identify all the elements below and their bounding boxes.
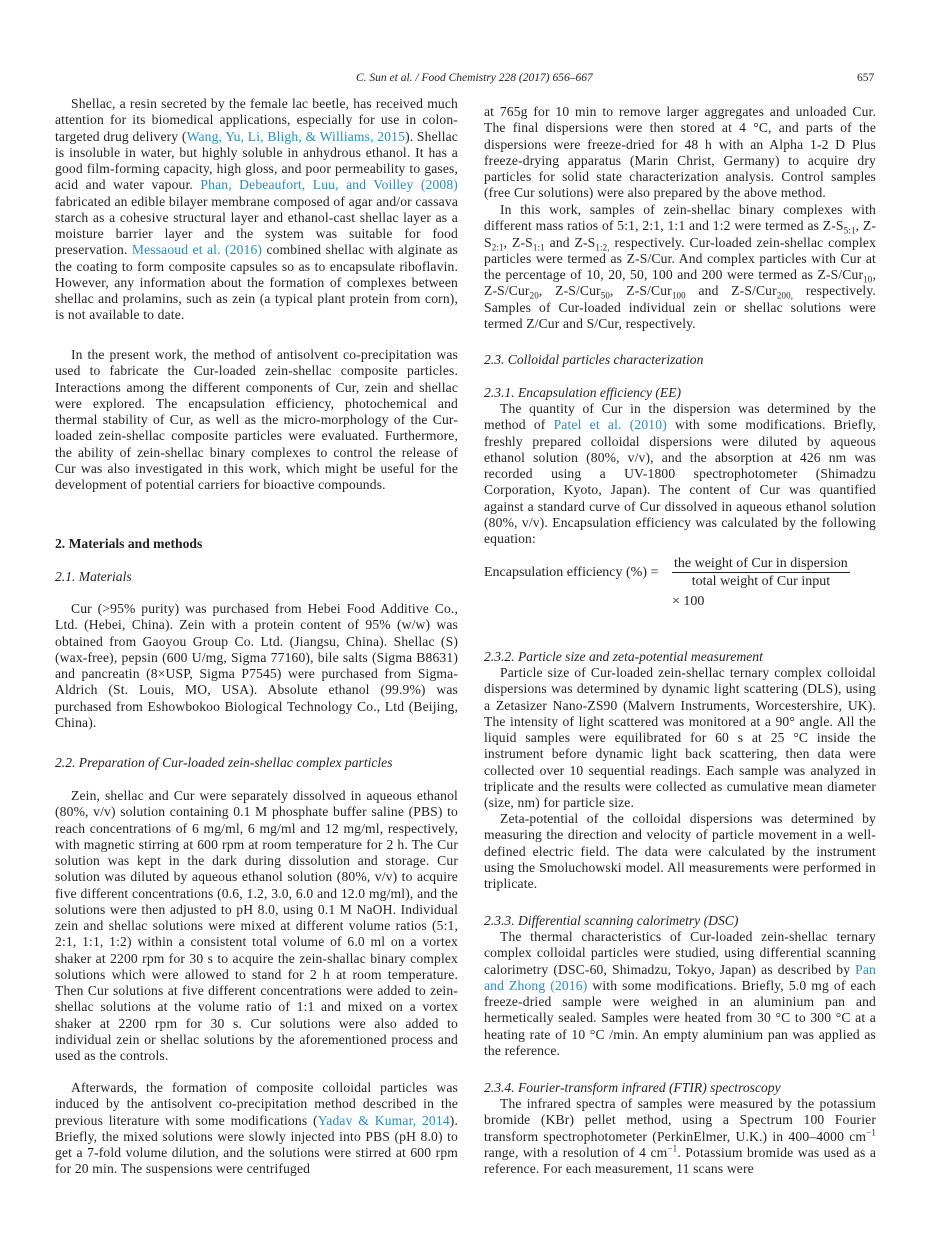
text-run: combined shellac with alginate as the coating to form composite capsules so as to encapsulate riboflavin. However, any information about the formation of complexes between shellac and prolamins, such as zein (a typical plant protein from corn), is not available to date. — [55, 242, 458, 323]
equation-denominator: total weight of Cur input — [691, 574, 831, 589]
paragraph-text — [484, 1096, 876, 1177]
paragraph-text — [55, 1080, 458, 1178]
paragraph — [484, 401, 876, 547]
paragraph-text — [55, 96, 458, 324]
paragraph — [55, 96, 458, 324]
subsection-heading: 2.3.3. Differential scanning calorimetry (DSC) — [484, 913, 739, 928]
text-run: Zeta-potential of the colloidal dispersions was determined by measuring the direction and velocity of particle movement in a well-defined electric field. The data were calculated by the instrument using the Smoluchowski model. All measurements were performed in triplicate. — [484, 811, 876, 891]
paragraph — [484, 665, 876, 811]
text-run: The thermal characteristics of Cur-loaded zein-shellac ternary complex colloidal particles were studied, using differential scanning calorimetry (DSC-60, Shimadzu, Tokyo, Japan) as described by — [484, 929, 876, 977]
text-run: In the present work, the method of antisolvent co-precipitation was used to fabricate the Cur-loaded zein-shellac composite particles. Interactions among the different components of Cur, zein and shellac were explored. The encapsulation efficiency, photochemical and thermal stability of Cur, as well as the micro-morphology of the Cur-loaded zein-shellac composite particles were evaluated. Furthermore, the ability of zein-shellac binary complexes to control the release of Cur was also investigated in this work, which might be useful for the development of potential carriers for bioactive compounds. — [55, 347, 458, 492]
paragraph-text — [484, 401, 876, 547]
text-run: respectively. Samples of Cur-loaded individual zein or shellac solutions were termed Z/Cur and S/Cur, respectively. — [484, 283, 876, 331]
citation-link[interactable]: Pan and Zhong (2016) — [484, 961, 876, 993]
equation-multiplier: × 100 — [672, 594, 705, 609]
subscript: 2:1 — [491, 242, 504, 253]
paragraph-text — [55, 601, 458, 731]
paragraph — [55, 347, 458, 493]
text-run: Shellac, a resin secreted by the female lac beetle, has received much attention for its biomedical applications, especially for use in colon-targeted drug delivery ( — [55, 96, 458, 144]
text-run: . Potassium bromide was used as a reference. For each measurement, 11 scans were — [484, 1144, 876, 1176]
citation-link[interactable]: Phan, Debeaufort, Luu, and Voilley (2008) — [200, 177, 458, 193]
text-run: The quantity of Cur in the dispersion was determined by the method of — [484, 401, 876, 433]
paragraph — [55, 601, 458, 731]
paragraph — [484, 202, 876, 332]
text-run: The infrared spectra of samples were measured by the potassium bromide (KBr) pellet method, using a Spectrum 100 Fourier transform spectrophotometer (PerkinElmer, U.K.) in 400–4000 cm — [484, 1096, 876, 1144]
subsection-heading: 2.3.4. Fourier-transform infrared (FTIR) spectroscopy — [484, 1080, 781, 1095]
supscript: −1 — [866, 1126, 876, 1137]
paragraph — [484, 104, 876, 202]
equation-label: Encapsulation efficiency (%) = — [484, 565, 659, 580]
paragraph-text — [484, 929, 876, 1059]
paragraph-text — [484, 104, 876, 202]
text-run: with some modifications. Briefly, freshly prepared colloidal dispersions were diluted by aqueous ethanol solution (80%, v/v), and the absorption at 426 nm was recorded using a UV-1800 spectrophotometer (Shimadzu Corporation, Kyoto, Japan). The content of Cur was quantified against a standard curve of Cur dissolved in aqueous ethanol solution (80%, v/v). Encapsulation efficiency was calculated by the following equation: — [484, 417, 876, 546]
text-run: Particle size of Cur-loaded zein-shellac ternary complex colloidal dispersions was determined by dynamic light scattering (DLS), using a Zetasizer Nano-ZS90 (Malvern Instruments, Worcestershire, UK). The intensity of light scattered was monitored at a 90° angle. All the liquid samples were equilibrated for 60 s at 25 °C inside the instrument before dynamic light back scattering, then data were collected over 10 sequential readings. Each sample was analyzed in triplicate and the results were collected as cumulative mean diameter (size, nm) for particle size. — [484, 665, 876, 810]
paragraph-text — [484, 202, 876, 332]
text-run: respectively. Cur-loaded zein-shellac complex particles were termed as Z-S/Cur. And complex particles with Cur at the percentage of 10, 20, 50, 100 and 200 were termed as Z-S/Cur — [484, 234, 877, 282]
subsection-heading: 2.2. Preparation of Cur-loaded zein-shellac complex particles — [55, 755, 393, 770]
text-run: In this work, samples of zein-shellac binary complexes with different mass ratios of 5:1, 2:1, 1:1 and 1:2 were termed as Z-S — [484, 202, 876, 234]
text-run: , Z-S/Cur — [484, 267, 876, 299]
citation-link[interactable]: Patel et al. (2010) — [553, 417, 667, 433]
text-run: with some modifications. Briefly, 5.0 mg of each freeze-dried sample were weighed in an aluminium pan and hermetically sealed. Samples were heated from 30 °C to 300 °C at a heating rate of 10 °C /min. An empty aluminium pan was applied as the reference. — [484, 977, 877, 1058]
subsection-heading: 2.3. Colloidal particles characterization — [484, 352, 704, 367]
subscript: 1:1 — [532, 242, 545, 253]
subscript: 50 — [600, 290, 611, 301]
text-run: Afterwards, the formation of composite colloidal particles was induced by the antisolvent co-precipitation method described in the previous literature with some modifications ( — [55, 1080, 458, 1128]
text-run: and Z-S — [544, 234, 596, 250]
running-head: C. Sun et al. / Food Chemistry 228 (2017) 656–667 — [356, 72, 593, 84]
text-run: ). Briefly, the mixed solutions were slowly injected into PBS (pH 8.0) to get a 7-fold volume dilution, and the solutions were stirred at 600 rpm for 20 min. The suspensions were centrifuged — [55, 1112, 458, 1177]
text-run: range, with a resolution of 4 cm — [484, 1144, 668, 1160]
text-run: , Z-S — [484, 218, 876, 250]
paragraph-text — [55, 347, 458, 493]
subscript: 1:2, — [595, 242, 610, 253]
paragraph-text — [484, 811, 876, 892]
supscript: −1 — [667, 1143, 678, 1154]
text-run: Cur (>95% purity) was purchased from Hebei Food Additive Co., Ltd. (Hebei, China). Zein with a protein content of 95% (w/w) was obtained from Gaoyou Group Co. Ltd. (Jiangsu, China). Shellac (S) (wax-free), pepsin (600 U/mg, Sigma 77160), bile salts (Sigma B8631) and pancreatin (8×USP, Sigma P7545) were purchased from Sigma-Aldrich (St. Louis, MO, USA). Absolute ethanol (99.9%) was purchased from Eshowbokoo Biological Technology Co., Ltd (Beijing, China). — [55, 601, 458, 730]
subscript: 100 — [671, 290, 686, 301]
paragraph — [484, 929, 876, 1059]
equation-numerator: the weight of Cur in dispersion — [674, 556, 848, 571]
subsection-heading: 2.1. Materials — [55, 569, 132, 584]
text-run: ). Shellac is insoluble in water, but highly soluble in anhydrous ethanol. It has a good film-forming capacity, high gloss, and poor permeability to gases, acid and water vapour. — [55, 128, 458, 193]
text-run: Zein, shellac and Cur were separately dissolved in aqueous ethanol (80%, v/v) solution containing 0.1 M phosphate buffer saline (PBS) to reach concentrations of 6 mg/ml, 6 mg/ml and 12 mg/ml, respectively, with magnetic stirring at 600 rpm at room temperature for 2 h. The Cur solution was kept in the dark during dissolution and storage. Cur solution was diluted by aqueous ethanol solution (80%, v/v) to acquire five different concentrations (0.6, 1.2, 3.0, 6.0 and 12.0 mg/ml), and the solutions were then adjusted to pH 8.0, using 0.1 M NaOH. Individual zein and shellac solutions were mixed at different volume ratios (5:1, 2:1, 1:1, 1:2) within a consistent total volume of 6.0 ml on a vortex shaker at 2200 rpm for 30 s to acquire the zein-shallac binary complex solutions which were allowed to stand for 2 h at room temperature. Then Cur solutions at five different concentrations were added to zein-shellac solutions at the volume ratio of 1:1 and mixed on a vortex shaker at 2200 rpm for 30 s. Cur solutions were also added to individual zein or shellac solutions by the aforementioned process and used as the controls. — [55, 788, 458, 1063]
text-run: , Z-S — [503, 234, 533, 250]
subscript: 5:1 — [843, 225, 856, 236]
citation-link[interactable]: Messaoud et al. (2016) — [131, 242, 263, 258]
section-heading: 2. Materials and methods — [55, 536, 203, 551]
subscript: 200, — [776, 290, 794, 301]
paragraph — [484, 811, 876, 892]
paragraph-text — [55, 788, 458, 1064]
citation-link[interactable]: Yadav & Kumar, 2014 — [317, 1112, 450, 1128]
paragraph — [55, 1080, 458, 1178]
text-run: , Z-S/Cur — [538, 283, 601, 299]
text-run: , Z-S/Cur — [610, 283, 672, 299]
text-run: fabricated an edible bilayer membrane composed of agar and/or cassava starch as a cohesive structural layer and ethanol-cast shellac layer as a moisture barrier layer and the system was suitable for food preservation. — [55, 193, 458, 258]
subscript: 20 — [529, 290, 539, 301]
text-run: at 765g for 10 min to remove larger aggregates and unloaded Cur. The final dispersions were then stored at 4 °C, and parts of the dispersions were freeze-dried for 48 h with an Alpha 1-2 D Plus freeze-drying apparatus (Marin Christ, Germany) to acquire dry particles for solid state characterization analysis. Control samples (free Cur solutions) were also prepared by the above method. — [484, 104, 876, 201]
subscript: 10 — [863, 274, 873, 285]
paragraph-text — [484, 665, 876, 811]
citation-link[interactable]: Wang, Yu, Li, Bligh, & Williams, 2015 — [186, 128, 406, 144]
subsection-heading: 2.3.1. Encapsulation efficiency (EE) — [484, 385, 682, 400]
equation-fraction — [672, 556, 850, 590]
paragraph — [484, 1096, 876, 1177]
text-run: and Z-S/Cur — [685, 283, 777, 299]
paragraph — [55, 788, 458, 1064]
page-number: 657 — [857, 72, 875, 84]
subsection-heading: 2.3.2. Particle size and zeta-potential measurement — [484, 649, 763, 664]
